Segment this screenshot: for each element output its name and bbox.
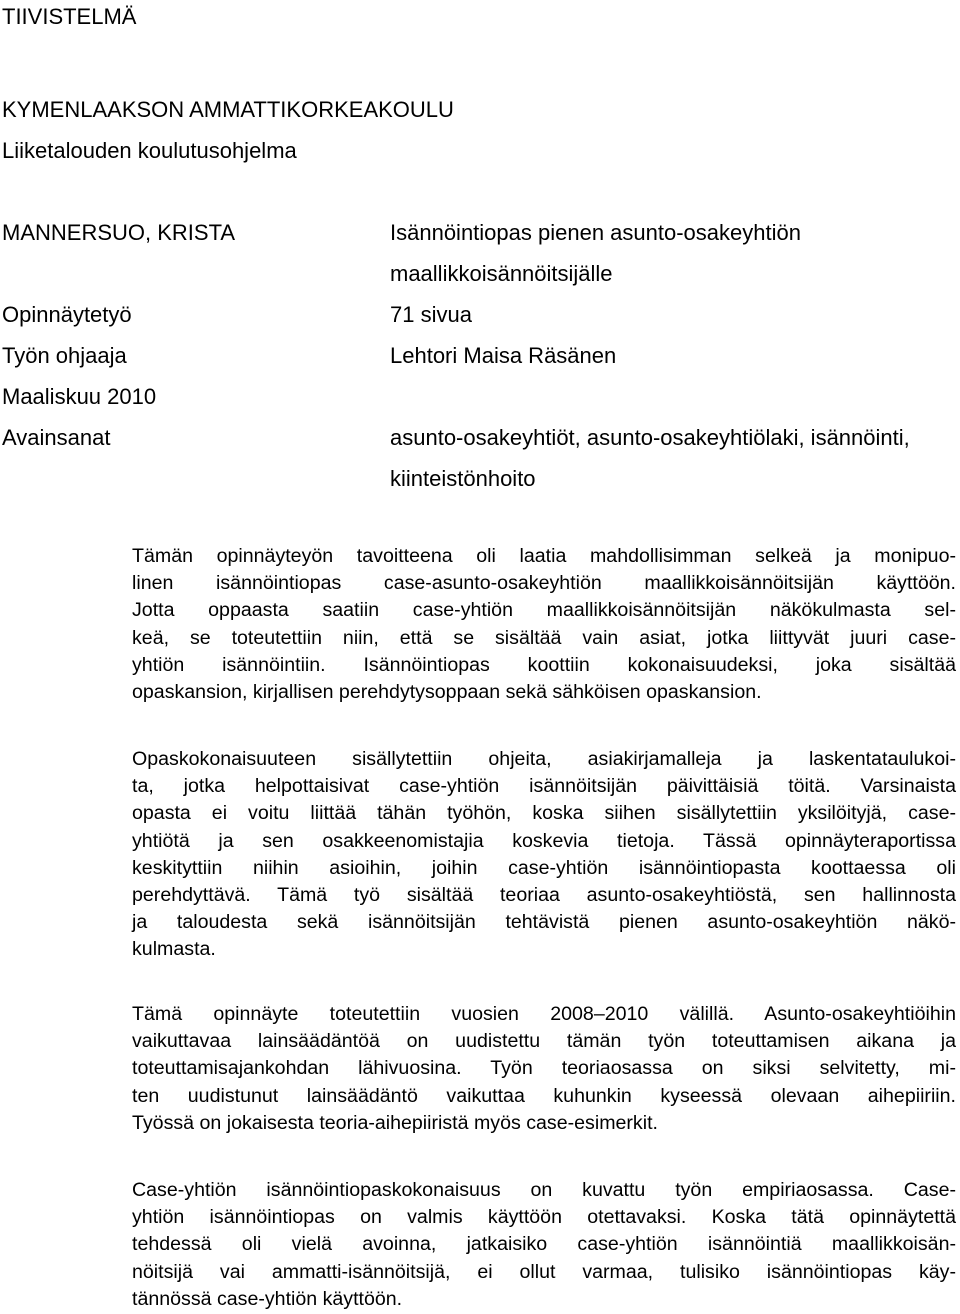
institution-name: KYMENLAAKSON AMMATTIKORKEAKOULU [2,97,454,122]
text-line: yhtiön isännöintiopas on valmis käyttöön otettavaksi. Koska tätä opinnäytettä [132,1206,956,1229]
supervisor-label: Työn ohjaaja [2,343,127,368]
text-line: Case-yhtiön isännöintiopaskokonaisuus on kuvattu työn empiriaosassa. Case- [132,1179,956,1201]
thesis-title-line-1: Isännöintiopas pienen asunto-osakeyhtiön [390,220,801,245]
text-line: ta, jotka helpottaisivat case-yhtiön isännöitsijän päivittäisiä töitä. Varsinaista [132,775,956,798]
text-line: yhtiötä ja sen osakkeenomistajia koskevia tietoja. Tässä opinnäyteraportissa [132,829,956,852]
page-heading: TIIVISTELMÄ [2,4,137,29]
text-line: Opaskokonaisuuteen sisällytettiin ohjeita, asiakirjamalleja ja laskentataulukoi- [132,748,956,770]
abstract-paragraph-3 [132,1001,956,1137]
page-count: 71 sivua [390,302,472,327]
text-line: tännössä case-yhtiön käyttöön. [132,1287,403,1310]
text-line: opaskansion, kirjallisen perehdytysoppaan sekä sähköisen opaskansion. [132,680,762,703]
text-line: Tämä opinnäyte toteutettiin vuosien 2008–2010 välillä. Asunto-osakeyhtiöihin [132,1003,956,1025]
text-line: linen isännöintiopas case-asunto-osakeyhtiön maallikkoisännöitsijän käyttöön. [132,572,956,595]
author-name: MANNERSUO, KRISTA [2,220,236,245]
text-line: keskityttiin niihin asioihin, joihin case-yhtiön isännöintiopasta koottaessa oli [132,856,956,879]
text-line: kulmasta. [132,938,216,961]
thesis-title-line-2: maallikkoisännöitsijälle [390,261,613,286]
text-line: nöitsijä vai ammatti-isännöitsijä, ei ollut varmaa, tulisiko isännöintiopas käy- [132,1260,956,1283]
text-line: vaikuttavaa lainsäädäntöä on uudistettu tämän työn toteuttamisen aikana ja [132,1030,956,1053]
degree-programme: Liiketalouden koulutusohjelma [2,138,297,163]
abstract-paragraph-1 [132,543,956,706]
keywords-line-1: asunto-osakeyhtiöt, asunto-osakeyhtiölaki, isännöinti, [390,425,910,450]
text-line: toteuttamisajankohdan lähivuosina. Työn teoriaosassa on siksi selvitetty, mi- [132,1057,956,1080]
text-line: tehdessä oli vielä avoinna, jatkaisiko case-yhtiön isännöintiä maallikkoisän- [132,1233,956,1256]
keywords-label: Avainsanat [2,425,111,450]
text-line: perehdyttävä. Tämä työ sisältää teoriaa asunto-osakeyhtiöstä, sen hallinnosta [132,883,956,906]
abstract-paragraph-4 [132,1177,956,1313]
thesis-date: Maaliskuu 2010 [2,384,157,409]
text-line: Työssä on jokaisesta teoria-aihepiiristä myös case-esimerkit. [132,1111,658,1134]
supervisor-name: Lehtori Maisa Räsänen [390,343,617,368]
thesis-label: Opinnäytetyö [2,302,132,327]
text-line: yhtiön isännöintiin. Isännöintiopas koottiin kokonaisuudeksi, joka sisältää [132,653,956,676]
text-line: ja taloudesta sekä isännöitsijän tehtävistä pienen asunto-osakeyhtiön näkö- [132,911,956,934]
text-line: ten uudistunut lainsäädäntö vaikuttaa kuhunkin kyseessä olevaan aihepiiriin. [132,1084,956,1107]
text-line: Jotta oppaasta saatiin case-yhtiön maallikkoisännöitsijän näkökulmasta sel- [132,599,956,622]
abstract-paragraph-2 [132,746,956,964]
text-line: opasta ei voitu liittää tähän työhön, koska siihen sisällytettiin yksilöityjä, case- [132,802,956,825]
text-line: Tämän opinnäyteyön tavoitteena oli laatia mahdollisimman selkeä ja monipuo- [132,545,956,567]
keywords-line-2: kiinteistönhoito [390,466,536,491]
text-line: keä, se toteutettiin niin, että se sisältää vain asiat, jotka liittyvät juuri case- [132,626,956,649]
